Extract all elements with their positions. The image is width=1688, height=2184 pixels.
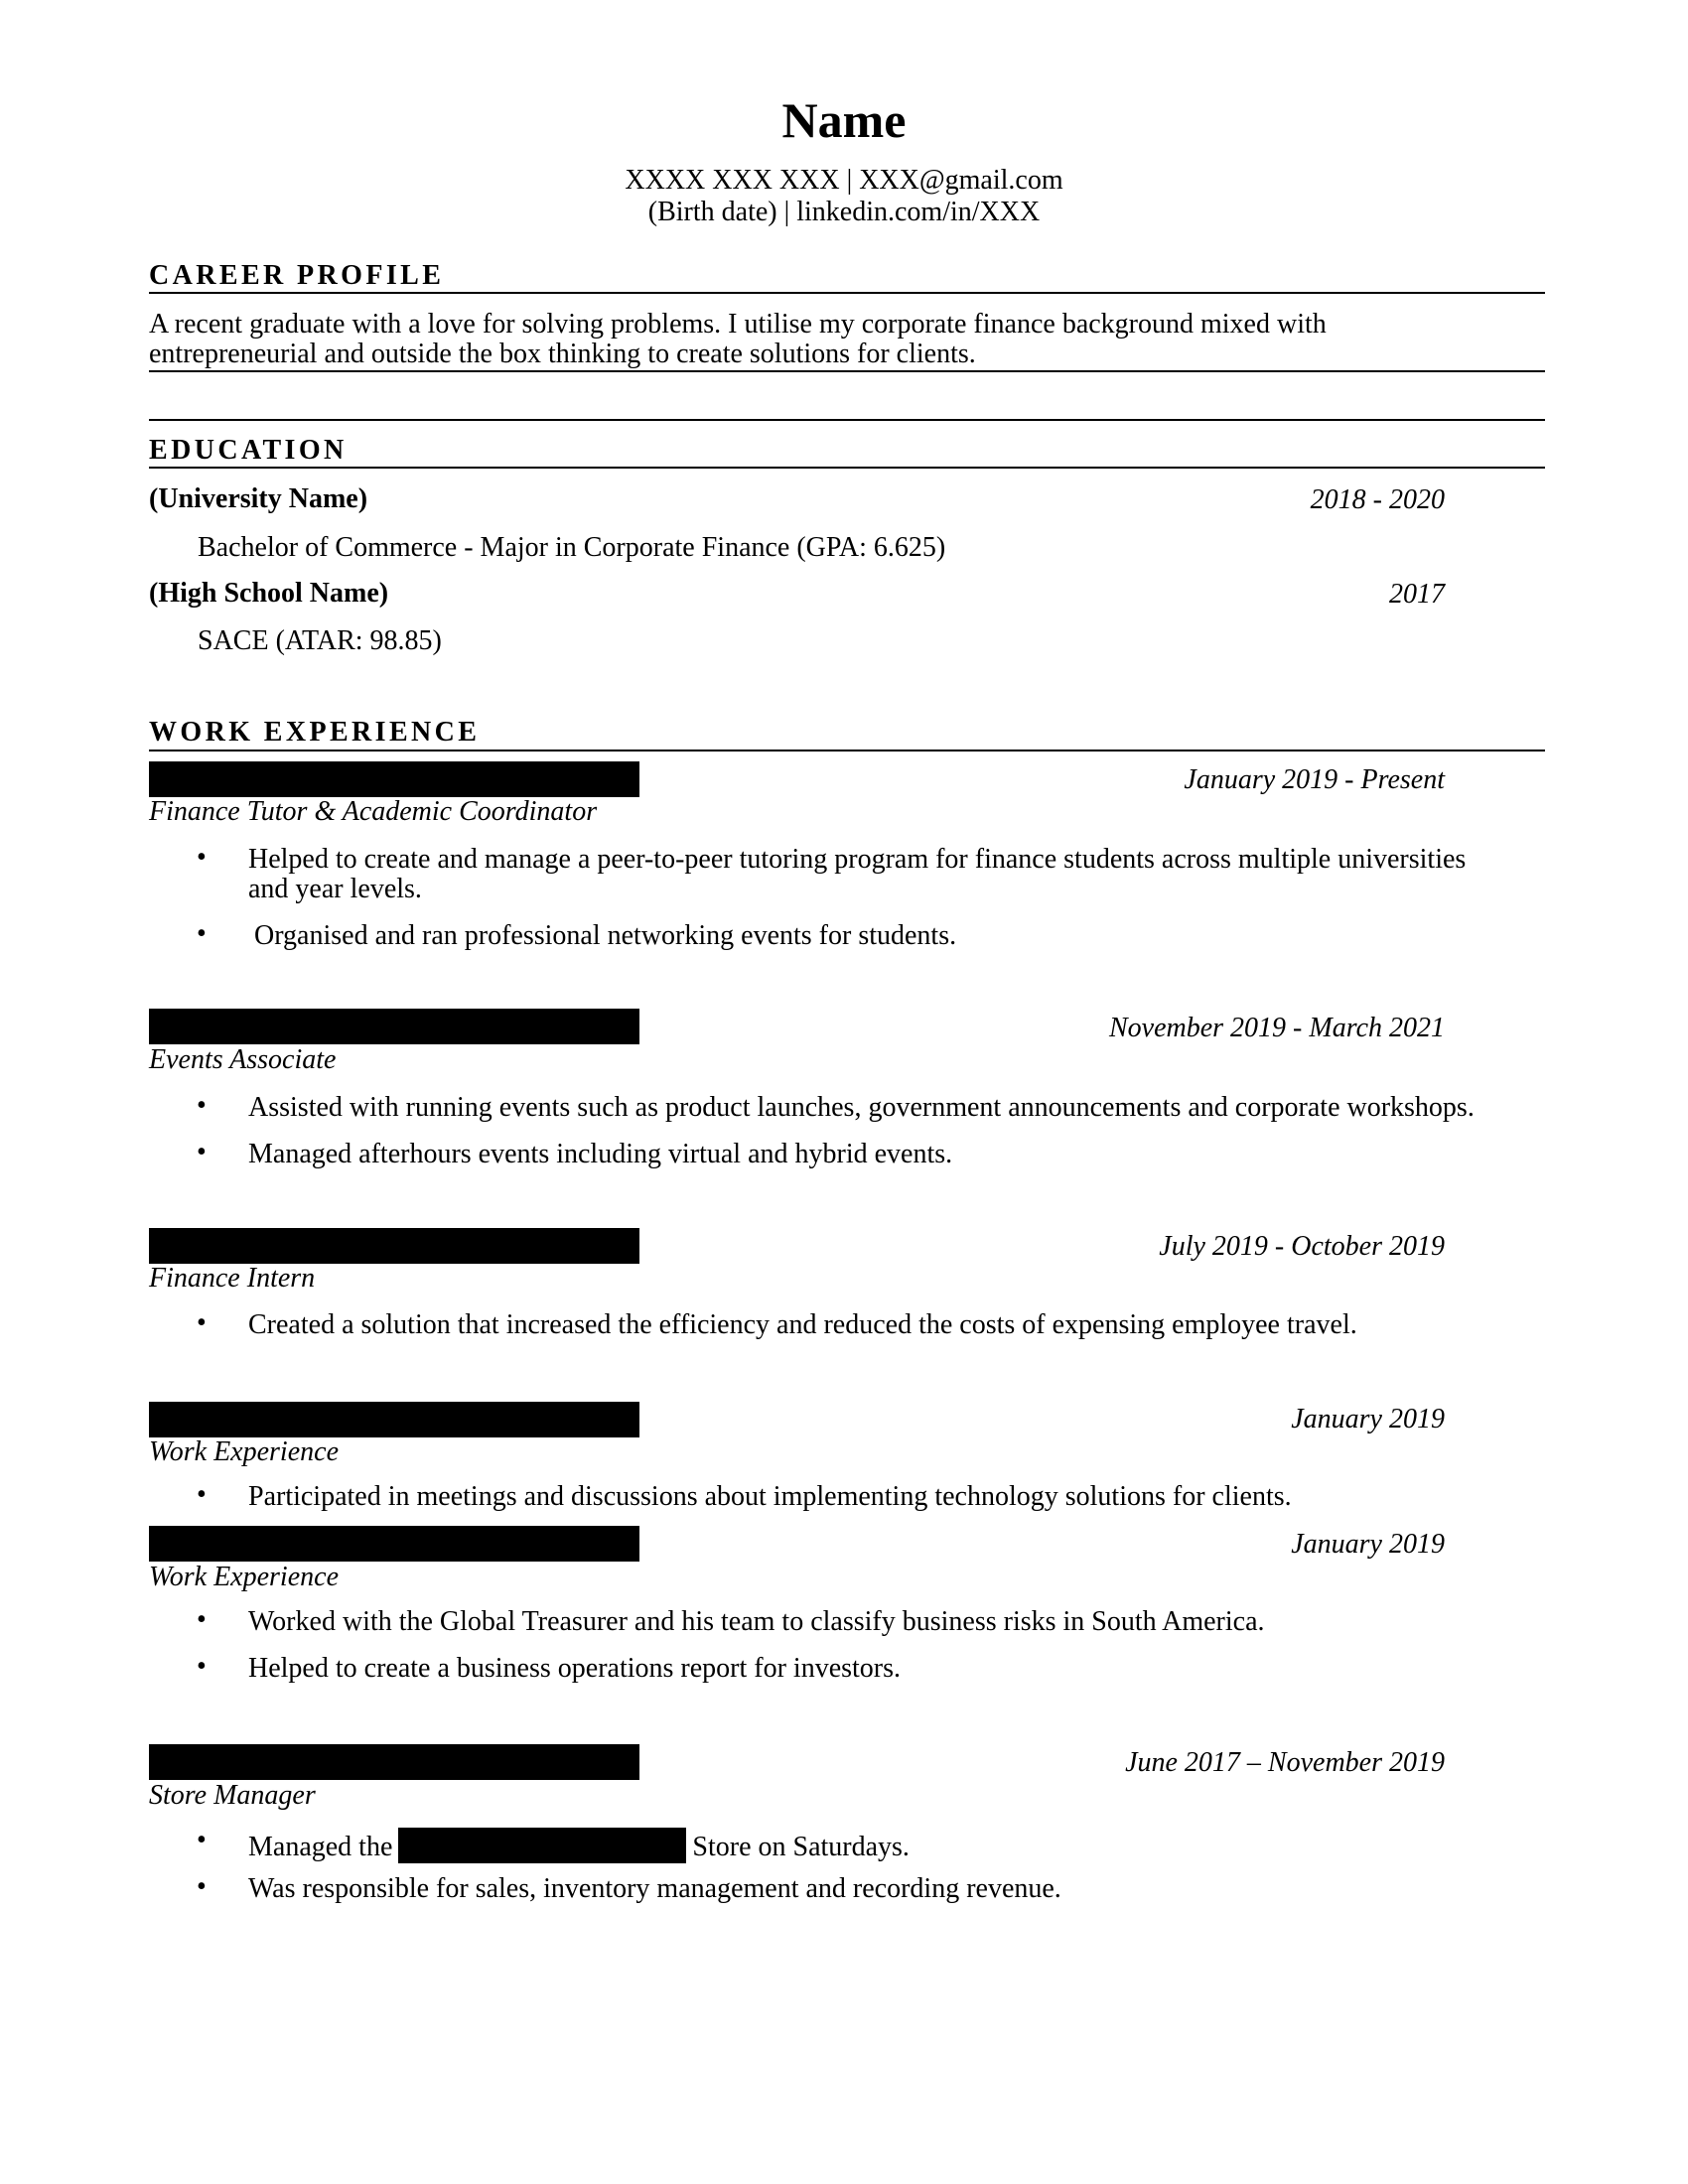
university-name: (University Name) <box>149 483 368 514</box>
job-1-role: Finance Tutor & Academic Coordinator <box>149 796 598 827</box>
job-2-dates: November 2019 - March 2021 <box>1108 1013 1445 1043</box>
job-3-bullet-1-dot: • <box>197 1307 207 1338</box>
job-5-role: Work Experience <box>149 1562 339 1592</box>
redacted-employer-2 <box>149 1009 639 1044</box>
job-6-bullet-2-dot: • <box>197 1871 207 1902</box>
job-2-bullet-2-dot: • <box>197 1137 207 1167</box>
job-5-dates: January 2019 <box>1291 1529 1445 1560</box>
redacted-employer-1 <box>149 761 639 797</box>
career-profile-rule <box>149 292 1545 294</box>
job-2-bullet-1: Assisted with running events such as product launches, government announcements and corporate workshops. <box>248 1092 1475 1123</box>
work-experience-rule <box>149 750 1545 751</box>
job-6-role: Store Manager <box>149 1780 316 1811</box>
high-school-name: (High School Name) <box>149 578 389 609</box>
resume-name: Name <box>781 92 907 148</box>
job-1-bullet-1: Helped to create and manage a peer-to-peer tutoring program for finance students across multiple universities <box>248 844 1467 875</box>
high-school-detail: SACE (ATAR: 98.85) <box>198 625 442 656</box>
redacted-employer-6 <box>149 1744 639 1780</box>
job-5-bullet-1: Worked with the Global Treasurer and his team to classify business risks in South America. <box>248 1606 1265 1637</box>
education-top-rule <box>149 419 1545 421</box>
job-6-bullet-1 <box>248 1828 910 1863</box>
job-6-bullet-1-end: Store on Saturdays. <box>692 1832 910 1862</box>
career-profile-bottom-rule <box>149 370 1545 372</box>
career-profile-heading: CAREER PROFILE <box>149 260 445 291</box>
job-2-bullet-1-dot: • <box>197 1090 207 1121</box>
job-6-bullet-1-dot: • <box>197 1825 207 1855</box>
job-4-dates: January 2019 <box>1291 1404 1445 1434</box>
job-2-role: Events Associate <box>149 1044 337 1075</box>
work-experience-heading: WORK EXPERIENCE <box>149 717 481 748</box>
job-3-role: Finance Intern <box>149 1263 316 1294</box>
high-school-dates: 2017 <box>1389 579 1445 610</box>
job-5-bullet-2: Helped to create a business operations report for investors. <box>248 1653 902 1684</box>
job-1-bullet-2: Organised and ran professional networking events for students. <box>254 920 957 951</box>
contact-line-phone-email: XXXX XXX XXX | XXX@gmail.com <box>625 165 1063 196</box>
redacted-employer-5 <box>149 1526 639 1562</box>
contact-line-birth-linkedin: (Birth date) | linkedin.com/in/XXX <box>647 197 1041 227</box>
redacted-employer-3 <box>149 1228 639 1264</box>
career-profile-line-1: A recent graduate with a love for solving problems. I utilise my corporate finance background mixed with <box>149 309 1327 340</box>
job-5-bullet-2-dot: • <box>197 1651 207 1682</box>
job-4-bullet-1: Participated in meetings and discussions about implementing technology solutions for clients. <box>248 1481 1292 1512</box>
redacted-employer-4 <box>149 1402 639 1437</box>
job-3-dates: July 2019 - October 2019 <box>1159 1231 1445 1262</box>
university-degree: Bachelor of Commerce - Major in Corporate Finance (GPA: 6.625) <box>198 532 946 563</box>
university-dates: 2018 - 2020 <box>1310 484 1445 515</box>
job-5-bullet-1-dot: • <box>197 1604 207 1635</box>
job-1-dates: January 2019 - Present <box>1184 764 1445 795</box>
job-1-bullet-2-dot: • <box>197 918 207 949</box>
job-4-role: Work Experience <box>149 1436 339 1467</box>
job-2-bullet-2: Managed afterhours events including virtual and hybrid events. <box>248 1139 953 1169</box>
job-1-bullet-1-dot: • <box>197 842 207 873</box>
job-3-bullet-1: Created a solution that increased the efficiency and reduced the costs of expensing employee travel. <box>248 1309 1357 1340</box>
career-profile-line-2: entrepreneurial and outside the box thinking to create solutions for clients. <box>149 339 976 369</box>
job-6-dates: June 2017 – November 2019 <box>1125 1747 1445 1778</box>
redacted-store-name <box>398 1828 686 1863</box>
education-heading: EDUCATION <box>149 435 348 466</box>
education-rule <box>149 467 1545 469</box>
job-6-bullet-2: Was responsible for sales, inventory management and recording revenue. <box>248 1873 1061 1904</box>
job-1-bullet-1-cont: and year levels. <box>248 874 422 904</box>
job-4-bullet-1-dot: • <box>197 1479 207 1510</box>
job-6-bullet-1-start: Managed the <box>248 1832 393 1862</box>
